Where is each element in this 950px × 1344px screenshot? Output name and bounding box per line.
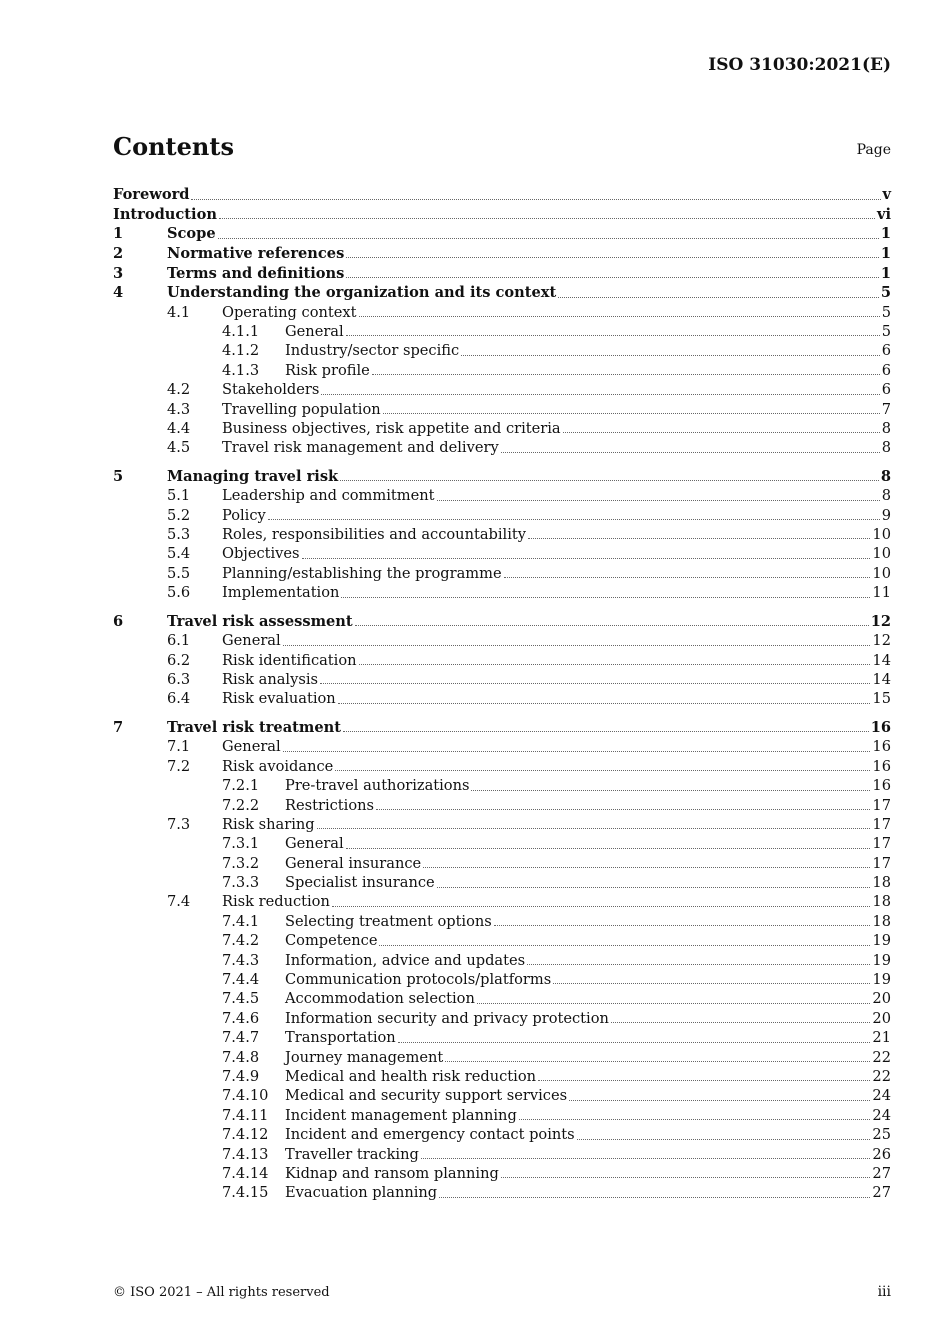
toc-entry-number: 5.6	[167, 584, 191, 602]
toc-entry-number: 3	[113, 264, 124, 282]
dot-leader	[332, 905, 871, 907]
toc-entry-title: Managing travel risk	[167, 467, 339, 485]
toc-entry[interactable]	[113, 970, 891, 989]
toc-entry[interactable]	[113, 612, 891, 632]
toc-entry-page: 24	[872, 1106, 891, 1124]
toc-entry-number: 7	[113, 718, 124, 736]
toc-entry-title: Objectives	[222, 545, 300, 563]
toc-entry[interactable]	[113, 263, 891, 283]
dot-leader	[445, 1060, 870, 1062]
toc-entry-title: Restrictions	[285, 796, 375, 814]
toc-entry-title: Risk reduction	[222, 893, 330, 911]
dot-leader	[346, 847, 871, 849]
toc-entry-title: Traveller tracking	[285, 1145, 419, 1163]
toc-entry-page: 10	[872, 545, 891, 563]
toc-entry[interactable]	[113, 205, 891, 225]
toc-entry-page: 14	[872, 670, 891, 688]
toc-entry[interactable]	[113, 525, 891, 544]
toc-entry-page: 16	[872, 757, 891, 775]
dot-leader	[376, 808, 870, 810]
toc-entry[interactable]	[113, 815, 891, 834]
toc-entry-page: 1	[880, 264, 891, 282]
toc-entry[interactable]	[113, 651, 891, 670]
toc-entry-page: 17	[872, 854, 891, 872]
dot-leader	[321, 393, 879, 395]
toc-entry[interactable]	[113, 486, 891, 505]
toc-entry-title: Leadership and commitment	[222, 487, 435, 505]
toc-entry-number: 6.2	[167, 651, 191, 669]
toc-entry-title: Terms and definitions	[167, 264, 345, 282]
toc-entry-title: Risk analysis	[222, 670, 318, 688]
toc-entry-number: 7.2	[167, 757, 191, 775]
toc-entry-title: Specialist insurance	[285, 874, 435, 892]
toc-entry-number: 6.3	[167, 670, 191, 688]
toc-entry[interactable]	[113, 1048, 891, 1067]
toc-entry-page: 19	[872, 951, 891, 969]
toc-entry-number: 4.5	[167, 439, 191, 457]
toc-entry[interactable]	[113, 1106, 891, 1125]
dot-leader	[372, 373, 880, 375]
toc-entry[interactable]	[113, 796, 891, 815]
toc-entry-page: 15	[872, 690, 891, 708]
dot-leader	[379, 944, 870, 946]
toc-entry-title: Travel risk assessment	[167, 612, 353, 630]
toc-entry[interactable]	[113, 989, 891, 1008]
toc-entry-number: 7.4.8	[222, 1048, 260, 1066]
dot-leader	[437, 499, 880, 501]
toc-entry-number: 5.5	[167, 564, 191, 582]
toc-entry-page: 7	[881, 400, 891, 418]
dot-leader	[519, 1118, 871, 1120]
toc-entry[interactable]	[113, 951, 891, 970]
dot-leader	[338, 702, 871, 704]
dot-leader	[283, 750, 871, 752]
dot-leader	[501, 451, 880, 453]
toc-entry-number: 5	[113, 467, 124, 485]
toc-entry-title: General insurance	[285, 854, 422, 872]
toc-entry-title: Risk profile	[285, 361, 370, 379]
toc-entry-number: 4.2	[167, 381, 191, 399]
toc-entry[interactable]	[113, 854, 891, 873]
toc-entry[interactable]	[113, 419, 891, 438]
toc-entry-title: Journey management	[285, 1048, 444, 1066]
toc-entry[interactable]	[113, 1183, 891, 1202]
toc-entry-number: 6.1	[167, 632, 191, 650]
toc-entry-number: 4.1.1	[222, 322, 260, 340]
dot-leader	[437, 886, 871, 888]
toc-entry-page: 22	[872, 1048, 891, 1066]
toc-entry-title: Industry/sector specific	[285, 342, 460, 360]
toc-entry[interactable]	[113, 1145, 891, 1164]
dot-leader	[504, 576, 871, 578]
toc-entry[interactable]	[113, 1164, 891, 1183]
dot-leader	[359, 315, 880, 317]
toc-entry-number: 4.1.3	[222, 361, 260, 379]
toc-entry-title: Business objectives, risk appetite and criteria	[222, 419, 561, 437]
toc-entry[interactable]	[113, 670, 891, 689]
toc-entry-page: 18	[872, 912, 891, 930]
toc-entry-number: 7.4.7	[222, 1029, 260, 1047]
toc-entry-title: Information security and privacy protection	[285, 1009, 609, 1027]
toc-entry[interactable]	[113, 283, 891, 303]
toc-entry[interactable]	[113, 757, 891, 776]
toc-entry-title: Information, advice and updates	[285, 951, 526, 969]
toc-entry[interactable]	[113, 564, 891, 583]
dot-leader	[494, 924, 871, 926]
toc-entry-number: 4.4	[167, 419, 191, 437]
toc-entry-page: 16	[872, 738, 891, 756]
toc-entry-title: Risk identification	[222, 651, 357, 669]
toc-entry-page: 16	[872, 777, 891, 795]
dot-leader	[335, 769, 870, 771]
page-column-label: Page	[856, 142, 891, 158]
toc-entry-number: 5.3	[167, 526, 191, 544]
dot-leader	[355, 624, 869, 626]
toc-entry-page: 24	[872, 1087, 891, 1105]
toc-entry-number: 5.1	[167, 487, 191, 505]
toc-entry-page: 25	[872, 1126, 891, 1144]
dot-leader	[302, 557, 871, 559]
toc-entry[interactable]	[113, 912, 891, 931]
toc-entry-title: Kidnap and ransom planning	[285, 1164, 499, 1182]
toc-entry-page: 20	[872, 1009, 891, 1027]
toc-entry-page: 6	[881, 342, 891, 360]
toc-entry[interactable]	[113, 185, 891, 205]
dot-leader	[359, 663, 871, 665]
dot-leader	[219, 217, 875, 219]
toc-entry-title: Implementation	[222, 584, 340, 602]
toc-entry-title: Policy	[222, 506, 266, 524]
toc-entry[interactable]	[113, 1028, 891, 1047]
toc-entry-title: Selecting treatment options	[285, 912, 492, 930]
toc-entry[interactable]	[113, 400, 891, 419]
toc-entry-page: 26	[872, 1145, 891, 1163]
toc-entry-page: 11	[872, 584, 891, 602]
dot-leader	[343, 730, 869, 732]
toc-entry-number: 7.4.10	[222, 1087, 269, 1105]
toc-entry-number: 7.3.2	[222, 854, 260, 872]
dot-leader	[461, 354, 880, 356]
dot-leader	[398, 1041, 871, 1043]
toc-entry[interactable]	[113, 893, 891, 912]
toc-entry-title: Competence	[285, 932, 378, 950]
toc-entry[interactable]	[113, 544, 891, 563]
toc-entry-page: 1	[880, 244, 891, 262]
toc-entry[interactable]	[113, 834, 891, 853]
toc-entry[interactable]	[113, 1125, 891, 1144]
toc-entry-number: 7.4	[167, 893, 191, 911]
dot-leader	[218, 237, 879, 239]
toc-entry-page: 17	[872, 835, 891, 853]
toc-entry-title: Planning/establishing the programme	[222, 564, 502, 582]
toc-entry-page: 18	[872, 874, 891, 892]
toc-entry-page: 5	[881, 303, 891, 321]
toc-entry-number: 7.3	[167, 815, 191, 833]
dot-leader	[477, 1002, 871, 1004]
dot-leader	[553, 982, 870, 984]
copyright-notice: © ISO 2021 – All rights reserved	[113, 1285, 330, 1300]
toc-entry[interactable]	[113, 438, 891, 457]
toc-entry-title: General	[222, 738, 281, 756]
toc-entry-number: 7.1	[167, 738, 191, 756]
toc-entry-number: 7.4.11	[222, 1106, 269, 1124]
toc-entry-page: 18	[872, 893, 891, 911]
toc-entry-title: Incident management planning	[285, 1106, 517, 1124]
toc-entry[interactable]	[113, 506, 891, 525]
toc-entry[interactable]	[113, 689, 891, 708]
toc-entry-page: 10	[872, 526, 891, 544]
toc-entry-title: Communication protocols/platforms	[285, 971, 552, 989]
toc-entry[interactable]	[113, 873, 891, 892]
toc-entry-title: Evacuation planning	[285, 1184, 438, 1202]
dot-leader	[346, 256, 879, 258]
toc-entry-title: Accommodation selection	[285, 990, 475, 1008]
document-id: ISO 31030:2021(E)	[708, 55, 891, 75]
dot-leader	[346, 334, 880, 336]
toc-entry-page: 8	[881, 439, 891, 457]
toc-entry-number: 7.2.1	[222, 777, 260, 795]
toc-entry-title: Risk avoidance	[222, 757, 334, 775]
toc-entry-page: 6	[881, 381, 891, 399]
toc-entry[interactable]	[113, 361, 891, 380]
dot-leader	[611, 1021, 871, 1023]
toc-entry-title: General	[285, 322, 344, 340]
dot-leader	[423, 866, 870, 868]
toc-entry-number: 4.1	[167, 303, 191, 321]
dot-leader	[421, 1157, 871, 1159]
toc-entry-title: Scope	[167, 225, 216, 243]
toc-entry-title: Incident and emergency contact points	[285, 1126, 575, 1144]
toc-entry[interactable]	[113, 931, 891, 950]
toc-entry-title: Medical and security support services	[285, 1087, 568, 1105]
toc-entry-page: 14	[872, 651, 891, 669]
toc-entry[interactable]	[113, 1067, 891, 1086]
toc-entry-page: 5	[880, 284, 891, 302]
toc-entry-page: 5	[881, 322, 891, 340]
toc-entry-page: vi	[876, 205, 891, 223]
toc-entry[interactable]	[113, 467, 891, 487]
dot-leader	[268, 518, 880, 520]
toc-entry-page: 9	[881, 506, 891, 524]
toc-entry[interactable]	[113, 718, 891, 738]
toc-entry-title: Foreword	[113, 186, 190, 204]
dot-leader	[501, 1176, 871, 1178]
toc-entry-number: 4	[113, 284, 124, 302]
toc-entry-page: 12	[870, 612, 891, 630]
toc-entry-number: 7.4.5	[222, 990, 260, 1008]
toc-entry-number: 7.4.14	[222, 1164, 269, 1182]
toc-entry-page: 19	[872, 932, 891, 950]
toc-entry-number: 1	[113, 225, 124, 243]
toc-entry-number: 6	[113, 612, 124, 630]
toc-entry-title: Introduction	[113, 205, 217, 223]
toc-entry-number: 7.4.3	[222, 951, 260, 969]
toc-entry-number: 7.4.12	[222, 1126, 269, 1144]
toc-entry-page: 22	[872, 1068, 891, 1085]
toc-entry-number: 4.3	[167, 400, 191, 418]
dot-leader	[341, 596, 870, 598]
dot-leader	[527, 963, 870, 965]
toc-entry-page: 27	[872, 1164, 891, 1182]
page-number: iii	[877, 1284, 891, 1300]
toc-entry-title: Travelling population	[222, 400, 381, 418]
dot-leader	[283, 644, 871, 646]
toc-entry-title: Medical and health risk reduction	[285, 1068, 537, 1085]
toc-entry[interactable]	[113, 244, 891, 264]
toc-entry-title: Operating context	[222, 303, 357, 321]
toc-entry-number: 7.4.6	[222, 1009, 260, 1027]
toc-entry[interactable]	[113, 1086, 891, 1105]
toc-entry-page: 19	[872, 971, 891, 989]
page-title: Contents	[113, 132, 234, 161]
toc-entry[interactable]	[113, 583, 891, 602]
dot-leader	[346, 276, 878, 278]
dot-leader	[317, 827, 871, 829]
toc-entry[interactable]	[113, 322, 891, 341]
toc-entry[interactable]	[113, 776, 891, 795]
dot-leader	[577, 1138, 871, 1140]
dot-leader	[439, 1196, 870, 1198]
toc-entry-title: General	[222, 632, 281, 650]
toc-entry-number: 7.4.13	[222, 1145, 269, 1163]
toc-entry-title: Travel risk treatment	[167, 718, 341, 736]
toc-entry-page: 1	[880, 225, 891, 243]
toc-entry-page: 8	[881, 419, 891, 437]
toc-entry-title: Stakeholders	[222, 381, 320, 399]
toc-entry-page: 8	[881, 487, 891, 505]
dot-leader	[383, 412, 880, 414]
toc-entry-title: Roles, responsibilities and accountability	[222, 526, 527, 544]
toc-entry[interactable]	[113, 303, 891, 322]
toc-entry-number: 7.2.2	[222, 796, 260, 814]
toc-entry[interactable]	[113, 737, 891, 756]
toc-entry[interactable]	[113, 341, 891, 360]
dot-leader	[471, 789, 870, 791]
toc-entry-page: 17	[872, 796, 891, 814]
dot-leader	[340, 479, 879, 481]
toc-entry[interactable]	[113, 380, 891, 399]
toc-entry-number: 5.2	[167, 506, 191, 524]
dot-leader	[528, 537, 870, 539]
toc-entry-page: 10	[872, 564, 891, 582]
toc-entry-title: Risk sharing	[222, 815, 315, 833]
toc-entry-number: 7.3.3	[222, 874, 260, 892]
toc-entry-number: 2	[113, 244, 124, 262]
toc-entry-page: 6	[881, 361, 891, 379]
toc-entry-number: 4.1.2	[222, 342, 260, 360]
toc-entry-number: 7.4.2	[222, 932, 260, 950]
dot-leader	[569, 1099, 870, 1101]
toc-entry-number: 7.4.15	[222, 1184, 269, 1202]
table-of-contents	[113, 185, 891, 1203]
dot-leader	[191, 198, 880, 200]
dot-leader	[538, 1079, 870, 1081]
toc-entry-number: 7.4.1	[222, 912, 260, 930]
toc-entry-title: Risk evaluation	[222, 690, 336, 708]
toc-entry-title: Pre-travel authorizations	[285, 777, 470, 795]
dot-leader	[558, 296, 879, 298]
toc-entry-title: Transportation	[285, 1029, 396, 1047]
dot-leader	[320, 682, 870, 684]
toc-entry-title: Understanding the organization and its context	[167, 284, 557, 302]
toc-entry-page: 16	[870, 718, 891, 736]
toc-entry-page: 8	[880, 467, 891, 485]
toc-entry-page: 17	[872, 815, 891, 833]
toc-entry-page: 21	[872, 1029, 891, 1047]
toc-entry[interactable]	[113, 631, 891, 650]
toc-entry[interactable]	[113, 1009, 891, 1028]
toc-entry-page: 27	[872, 1184, 891, 1202]
toc-entry-page: 12	[872, 632, 891, 650]
toc-entry-page: v	[882, 186, 891, 204]
dot-leader	[563, 431, 880, 433]
toc-entry-title: Normative references	[167, 244, 345, 262]
toc-entry-title: Travel risk management and delivery	[222, 439, 499, 457]
toc-entry-title: General	[285, 835, 344, 853]
toc-entry-number: 5.4	[167, 545, 191, 563]
toc-entry-number: 7.4.9	[222, 1068, 260, 1085]
toc-entry-page: 20	[872, 990, 891, 1008]
toc-entry-number: 7.3.1	[222, 835, 260, 853]
toc-entry-number: 6.4	[167, 690, 191, 708]
toc-entry[interactable]	[113, 224, 891, 244]
toc-entry-number: 7.4.4	[222, 971, 260, 989]
